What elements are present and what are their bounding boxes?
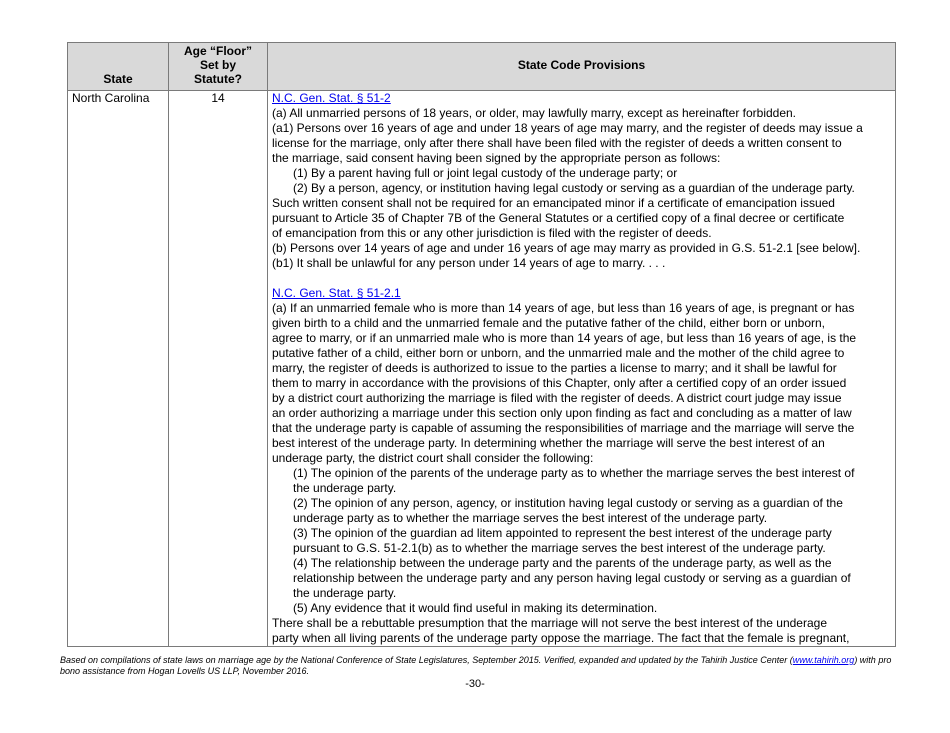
header-age-floor: [169, 43, 268, 91]
statute-line: Such written consent shall not be required for an emancipated minor if a certificate of emancipation issued: [272, 196, 835, 210]
statute-line: pursuant to Article 35 of Chapter 7B of the General Statutes or a certified copy of a final decree or certificate: [272, 211, 845, 225]
statute-line: that the underage party is capable of assuming the responsibilities of marriage and the marriage will serve the: [272, 421, 855, 435]
provisions-cell: [268, 91, 896, 647]
tahirih-link[interactable]: www.tahirih.org: [792, 655, 855, 665]
statute-51-2-1-text: [272, 301, 891, 646]
statute-line: (b1) It shall be unlawful for any person under 14 years of age to marry. . . .: [272, 256, 666, 270]
statute-line: (a) If an unmarried female who is more than 14 years of age, but less than 16 years of age, is pregnant or has: [272, 301, 855, 315]
statute-line: (1) By a parent having full or joint legal custody of the underage party; or: [293, 166, 678, 180]
footnote-text-end: ) with pro bono assistance from Hogan Lovells US LLP, November 2016.: [60, 655, 892, 676]
statute-line: putative father of a child, either born or unborn, and the unmarried male and the mother of the child agree to: [272, 346, 845, 360]
table-header-row: [68, 43, 896, 91]
statute-line: There shall be a rebuttable presumption that the marriage will not serve the best interest of the underage: [272, 616, 827, 630]
statute-line: relationship between the underage party and any person having legal custody or serving as a guardian of: [293, 571, 851, 585]
statute-line: (a) All unmarried persons of 18 years, or older, may lawfully marry, except as hereinafter forbidden.: [272, 106, 797, 120]
page-number: -30-: [465, 678, 485, 690]
statute-line: (3) The opinion of the guardian ad litem appointed to represent the best interest of the underage party: [293, 526, 832, 540]
table-row: [68, 91, 896, 647]
statute-line: by a district court authorizing the marriage is filed with the register of deeds. A district court judge may issue: [272, 391, 842, 405]
statute-link-51-2-1[interactable]: N.C. Gen. Stat. § 51-2.1: [272, 286, 401, 300]
statute-line: an order authorizing a marriage under this section only upon finding as fact and concluding as a matter of law: [272, 406, 852, 420]
statute-line: the underage party.: [293, 586, 397, 600]
statute-line: (b) Persons over 14 years of age and under 16 years of age may marry as provided in G.S. 51-2.1 [see below].: [272, 241, 861, 255]
statute-line: the marriage, said consent having been signed by the appropriate person as follows:: [272, 151, 721, 165]
statute-line: (1) The opinion of the parents of the underage party as to whether the marriage serves the best interest of: [293, 466, 855, 480]
statute-link-51-2[interactable]: N.C. Gen. Stat. § 51-2: [272, 91, 391, 105]
source-footnote: [60, 655, 900, 677]
statute-line: party when all living parents of the underage party oppose the marriage. The fact that the female is pregnant,: [272, 631, 850, 645]
statute-line: underage party, the district court shall consider the following:: [272, 451, 594, 465]
marriage-age-table: [67, 42, 896, 647]
statute-line: them to marry in accordance with the provisions of this Chapter, only after a certified copy of an order issued: [272, 376, 847, 390]
statute-line: (2) The opinion of any person, agency, or institution having legal custody or serving as a guardian of the: [293, 496, 843, 510]
statute-line: the underage party.: [293, 481, 397, 495]
statute-line: pursuant to G.S. 51-2.1(b) as to whether the marriage serves the best interest of the underage party.: [293, 541, 826, 555]
statute-line: (2) By a person, agency, or institution having legal custody or serving as a guardian of the underage party.: [293, 181, 855, 195]
statute-line: license for the marriage, only after there shall have been filed with the register of deeds a written consent to: [272, 136, 842, 150]
statute-line: underage party as to whether the marriage serves the best interest of the underage party.: [293, 511, 768, 525]
footnote-text-start: Based on compilations of state laws on marriage age by the National Conference of State Legislatures, September 2015. Verified, expanded and updated by the Tahirih Justice Center (: [60, 655, 793, 665]
statute-51-2-text: [272, 106, 891, 271]
statute-line: (a1) Persons over 16 years of age and under 18 years of age may marry, and the register of deeds may issue a: [272, 121, 863, 135]
header-age-line: Set by: [199, 58, 236, 72]
statute-line: (5) Any evidence that it would find useful in making its determination.: [293, 601, 658, 615]
statute-line: (4) The relationship between the underage party and the parents of the underage party, as well as the: [293, 556, 832, 570]
age-floor-cell: 14: [169, 91, 268, 647]
header-age-line: Statute?: [194, 72, 242, 86]
header-state: State: [68, 43, 169, 91]
statute-line: of emancipation from this or any other jurisdiction is filed with the register of deeds.: [272, 226, 712, 240]
state-cell: North Carolina: [68, 91, 169, 647]
header-age-line: Age “Floor”: [184, 44, 252, 58]
statute-line: marry, the register of deeds is authorized to issue to the parties a license to marry; and it shall be lawful for: [272, 361, 837, 375]
statute-line: best interest of the underage party. In determining whether the marriage will serve the best interest of an: [272, 436, 825, 450]
statute-line: given birth to a child and the unmarried female and the putative father of the child, either born or unborn,: [272, 316, 826, 330]
statute-line: agree to marry, or if an unmarried male who is more than 14 years of age, but less than 16 years of age, is the: [272, 331, 857, 345]
header-provisions: State Code Provisions: [268, 43, 896, 91]
